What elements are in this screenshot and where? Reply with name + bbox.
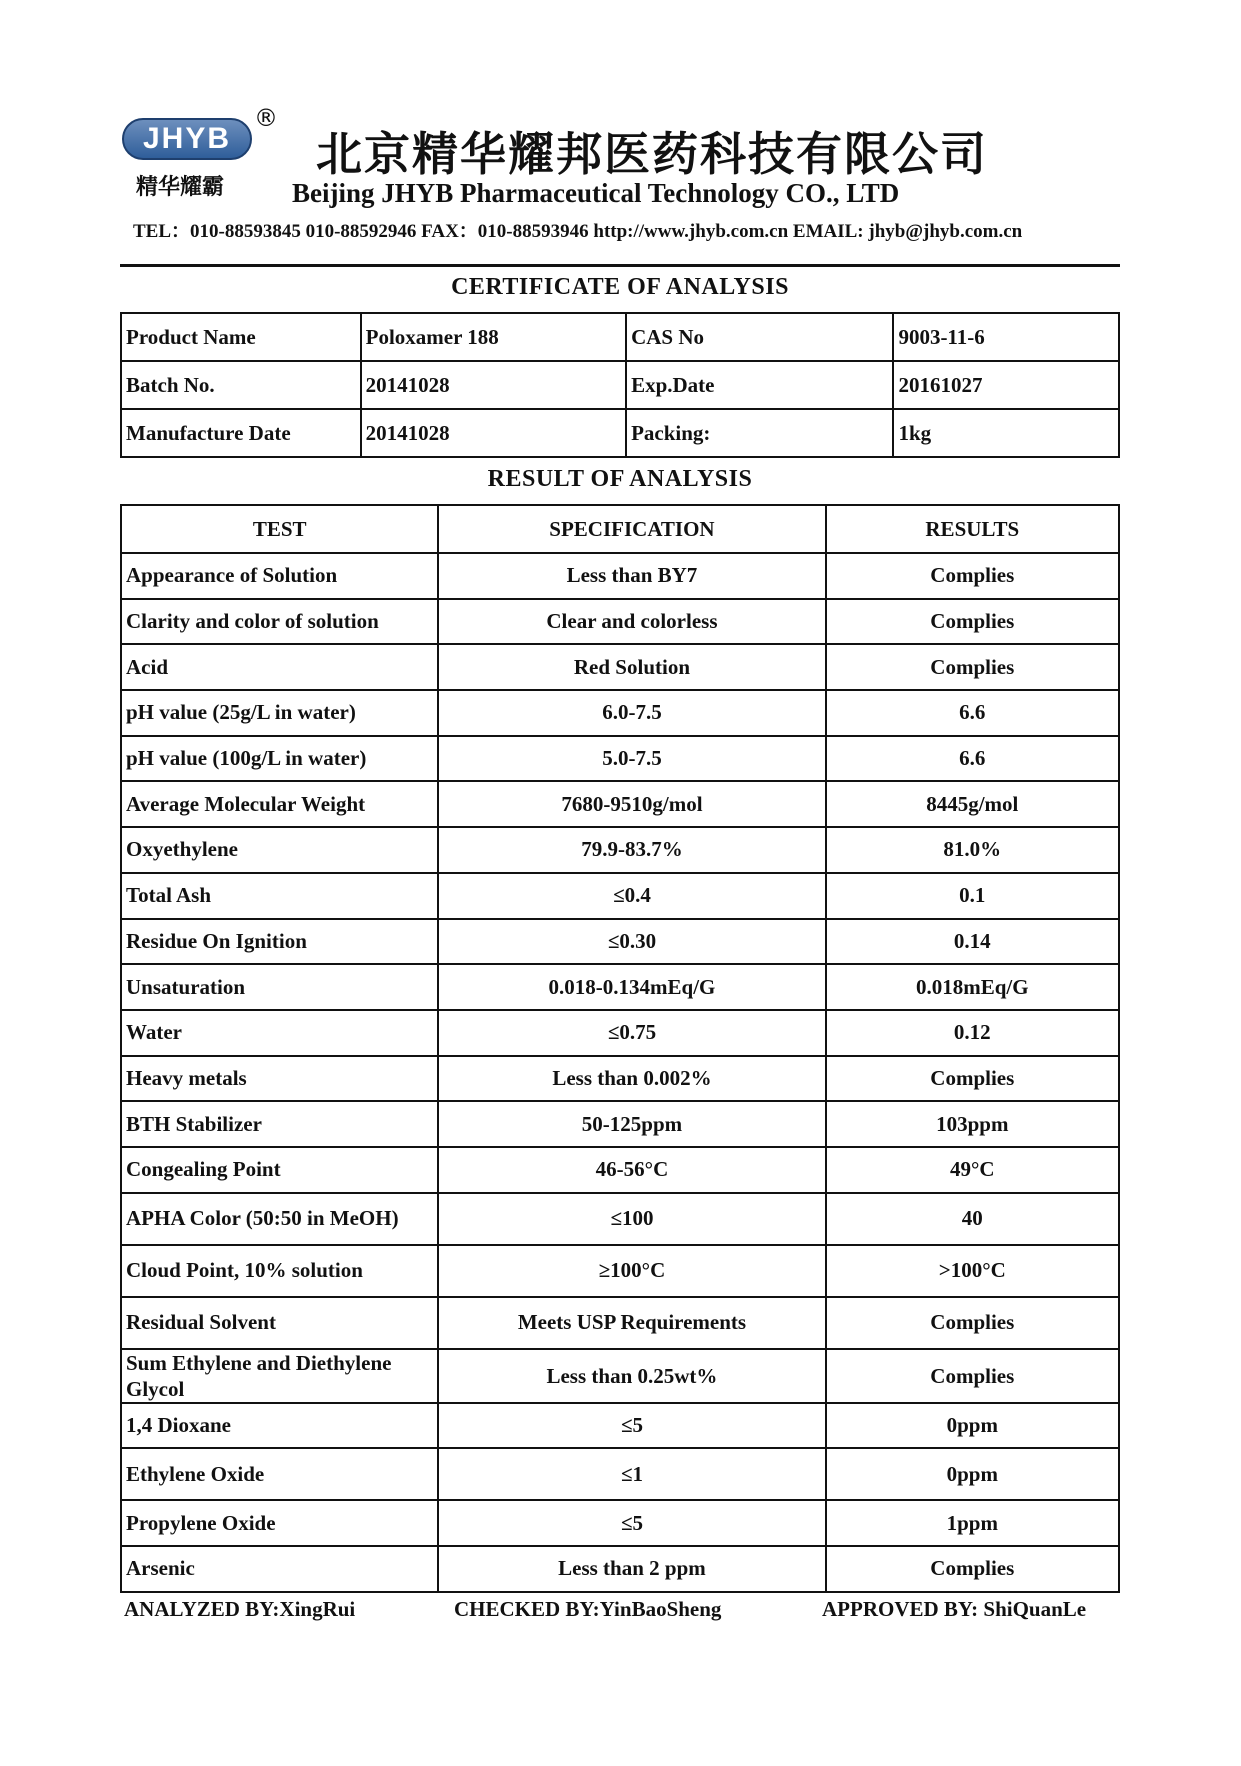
- company-logo: [122, 106, 282, 206]
- specification-cell: 46-56°C: [438, 1147, 825, 1193]
- table-row: [121, 1010, 1119, 1056]
- test-cell: Cloud Point, 10% solution: [121, 1245, 438, 1297]
- info-row: [121, 361, 1119, 409]
- result-cell: 49°C: [826, 1147, 1119, 1193]
- test-cell: Arsenic: [121, 1546, 438, 1592]
- table-row: [121, 964, 1119, 1010]
- approved-by: APPROVED BY: ShiQuanLe: [822, 1597, 1087, 1621]
- registered-mark: ®: [254, 104, 278, 132]
- test-cell: Average Molecular Weight: [121, 781, 438, 827]
- result-cell: Complies: [826, 553, 1119, 599]
- result-cell: 40: [826, 1193, 1119, 1245]
- table-row: [121, 1297, 1119, 1349]
- result-cell: Complies: [826, 1297, 1119, 1349]
- specification-cell: 6.0-7.5: [438, 690, 825, 736]
- specification-cell: Less than 0.25wt%: [438, 1349, 825, 1403]
- analyzed-by: ANALYZED BY:XingRui: [124, 1597, 356, 1621]
- product-name-value: Poloxamer 188: [361, 313, 626, 361]
- results-body: [121, 553, 1119, 1592]
- specification-cell: Less than 0.002%: [438, 1056, 825, 1102]
- specification-cell: Less than BY7: [438, 553, 825, 599]
- table-row: [121, 736, 1119, 782]
- exp-date-value: 20161027: [893, 361, 1119, 409]
- specification-cell: 0.018-0.134mEq/G: [438, 964, 825, 1010]
- manufacture-date-label: Manufacture Date: [121, 409, 361, 457]
- results-header-row: [121, 505, 1119, 553]
- table-row: [121, 1546, 1119, 1592]
- packing-value: 1kg: [893, 409, 1119, 457]
- result-cell: Complies: [826, 1056, 1119, 1102]
- table-row: [121, 1147, 1119, 1193]
- product-info-table: [120, 312, 1120, 458]
- specification-cell: 79.9-83.7%: [438, 827, 825, 873]
- table-row: [121, 827, 1119, 873]
- header-divider: [120, 264, 1120, 267]
- info-row: [121, 409, 1119, 457]
- result-cell: Complies: [826, 1546, 1119, 1592]
- specification-cell: ≤5: [438, 1500, 825, 1546]
- result-cell: 81.0%: [826, 827, 1119, 873]
- company-name-chinese: 北京精华耀邦医药科技有限公司: [316, 127, 988, 181]
- product-name-label: Product Name: [121, 313, 361, 361]
- logo-text: JHYB: [142, 122, 232, 155]
- specification-cell: ≤0.75: [438, 1010, 825, 1056]
- test-cell: Oxyethylene: [121, 827, 438, 873]
- result-cell: Complies: [826, 644, 1119, 690]
- test-cell: Sum Ethylene and Diethylene Glycol: [121, 1349, 438, 1403]
- table-row: [121, 644, 1119, 690]
- table-row: [121, 919, 1119, 965]
- table-row: [121, 1349, 1119, 1403]
- test-cell: Congealing Point: [121, 1147, 438, 1193]
- test-cell: 1,4 Dioxane: [121, 1403, 438, 1449]
- specification-cell: ≥100°C: [438, 1245, 825, 1297]
- test-cell: Unsaturation: [121, 964, 438, 1010]
- result-cell: 6.6: [826, 690, 1119, 736]
- test-cell: Appearance of Solution: [121, 553, 438, 599]
- specification-cell: ≤1: [438, 1448, 825, 1500]
- results-table: [120, 504, 1120, 1593]
- table-row: [121, 1245, 1119, 1297]
- test-cell: Heavy metals: [121, 1056, 438, 1102]
- table-row: [121, 873, 1119, 919]
- table-row: [121, 553, 1119, 599]
- test-cell: APHA Color (50:50 in MeOH): [121, 1193, 438, 1245]
- test-cell: BTH Stabilizer: [121, 1101, 438, 1147]
- test-cell: Residue On Ignition: [121, 919, 438, 965]
- specification-cell: ≤5: [438, 1403, 825, 1449]
- specification-cell: Red Solution: [438, 644, 825, 690]
- table-row: [121, 1101, 1119, 1147]
- test-cell: Water: [121, 1010, 438, 1056]
- result-cell: 8445g/mol: [826, 781, 1119, 827]
- table-row: [121, 599, 1119, 645]
- table-row: [121, 1403, 1119, 1449]
- test-cell: Propylene Oxide: [121, 1500, 438, 1546]
- result-cell: 1ppm: [826, 1500, 1119, 1546]
- result-cell: 0ppm: [826, 1403, 1119, 1449]
- logo-badge: [122, 118, 252, 160]
- result-cell: 0.018mEq/G: [826, 964, 1119, 1010]
- specification-cell: Clear and colorless: [438, 599, 825, 645]
- test-cell: Acid: [121, 644, 438, 690]
- test-cell: pH value (100g/L in water): [121, 736, 438, 782]
- test-cell: Total Ash: [121, 873, 438, 919]
- cas-value: 9003-11-6: [893, 313, 1119, 361]
- result-cell: 6.6: [826, 736, 1119, 782]
- batch-label: Batch No.: [121, 361, 361, 409]
- company-name-english: Beijing JHYB Pharmaceutical Technology CO., LTD: [292, 178, 900, 208]
- logo-chinese-name: 精华耀霸: [136, 175, 225, 200]
- specification-cell: ≤100: [438, 1193, 825, 1245]
- column-header-test: TEST: [121, 505, 438, 553]
- specification-cell: Meets USP Requirements: [438, 1297, 825, 1349]
- packing-label: Packing:: [626, 409, 893, 457]
- specification-cell: 7680-9510g/mol: [438, 781, 825, 827]
- result-cell: >100°C: [826, 1245, 1119, 1297]
- column-header-results: RESULTS: [826, 505, 1119, 553]
- test-cell: pH value (25g/L in water): [121, 690, 438, 736]
- specification-cell: 5.0-7.5: [438, 736, 825, 782]
- table-row: [121, 781, 1119, 827]
- result-cell: Complies: [826, 1349, 1119, 1403]
- result-cell: 0.14: [826, 919, 1119, 965]
- cas-label: CAS No: [626, 313, 893, 361]
- checked-by: CHECKED BY:YinBaoSheng: [454, 1597, 722, 1621]
- result-cell: 0.12: [826, 1010, 1119, 1056]
- test-cell: Ethylene Oxide: [121, 1448, 438, 1500]
- manufacture-date-value: 20141028: [361, 409, 626, 457]
- table-row: [121, 1448, 1119, 1500]
- test-cell: Clarity and color of solution: [121, 599, 438, 645]
- table-row: [121, 690, 1119, 736]
- test-cell: Residual Solvent: [121, 1297, 438, 1349]
- column-header-specification: SPECIFICATION: [438, 505, 825, 553]
- specification-cell: ≤0.30: [438, 919, 825, 965]
- result-cell: 103ppm: [826, 1101, 1119, 1147]
- specification-cell: 50-125ppm: [438, 1101, 825, 1147]
- batch-value: 20141028: [361, 361, 626, 409]
- result-cell: Complies: [826, 599, 1119, 645]
- table-row: [121, 1500, 1119, 1546]
- result-cell: 0ppm: [826, 1448, 1119, 1500]
- table-row: [121, 1193, 1119, 1245]
- specification-cell: Less than 2 ppm: [438, 1546, 825, 1592]
- result-title: RESULT OF ANALYSIS: [487, 466, 753, 492]
- info-row: [121, 313, 1119, 361]
- exp-date-label: Exp.Date: [626, 361, 893, 409]
- specification-cell: ≤0.4: [438, 873, 825, 919]
- certificate-title: CERTIFICATE OF ANALYSIS: [451, 274, 789, 300]
- result-cell: 0.1: [826, 873, 1119, 919]
- table-row: [121, 1056, 1119, 1102]
- contact-line: TEL：010-88593845 010-88592946 FAX：010-88593946 http://www.jhyb.com.cn EMAIL: jhyb@jhyb.com.cn: [133, 221, 1023, 242]
